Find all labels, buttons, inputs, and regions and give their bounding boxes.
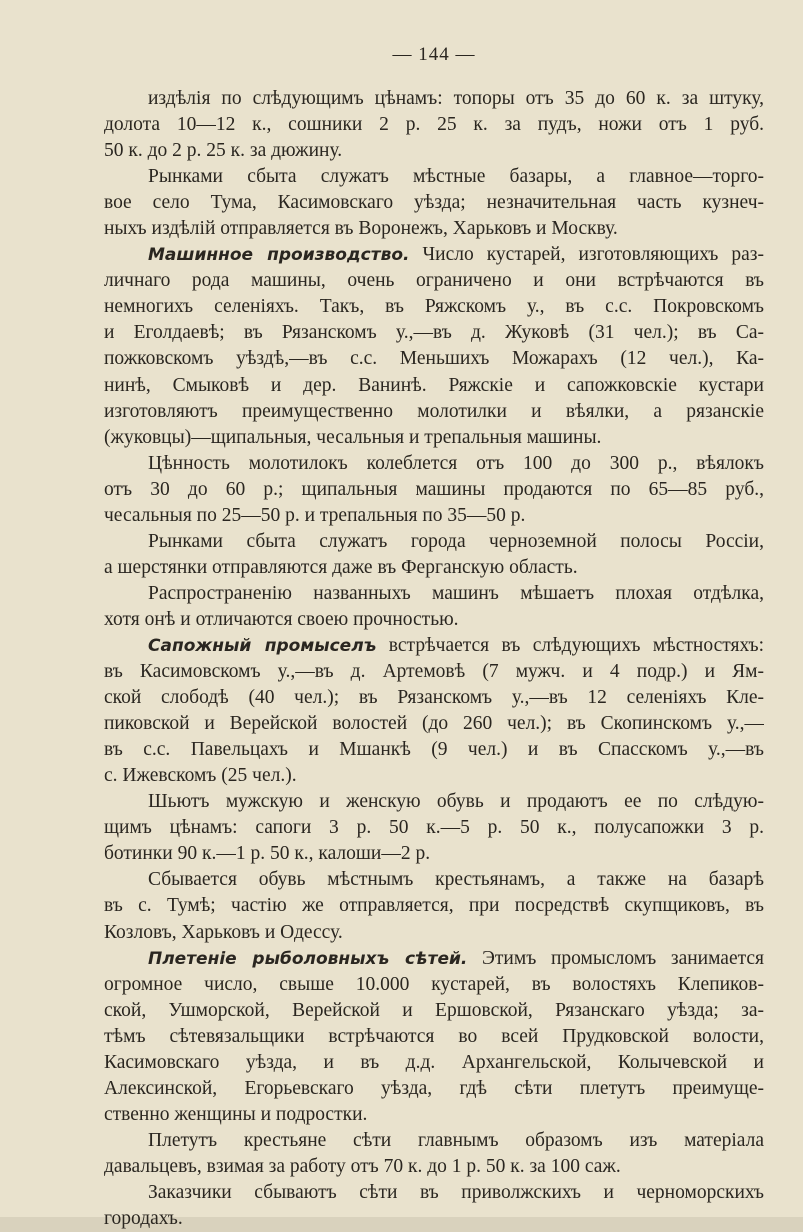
line-text: Заказчики сбываютъ сѣти въ приволжскихъ и черноморскихъ <box>148 1181 764 1203</box>
section-heading: Плетеніе рыболовныхъ сѣтей. <box>148 948 468 969</box>
line-text: встрѣчается въ слѣдующихъ мѣстностяхъ: <box>376 634 764 656</box>
text-line <box>104 867 764 893</box>
line-text: тѣмъ сѣтевязальщики встрѣчаются во всей Прудковской волости, <box>104 1025 764 1047</box>
text-line <box>104 503 764 529</box>
text-line <box>104 190 764 216</box>
text-line <box>104 920 764 946</box>
text-line <box>104 1024 764 1050</box>
text-line <box>104 399 764 425</box>
text-line <box>104 607 764 633</box>
line-text: въ с.с. Павельцахъ и Мшанкѣ (9 чел.) и въ Спасскомъ у.,—въ <box>104 739 764 761</box>
line-text: въ Касимовскомъ у.,—въ д. Артемовѣ (7 мужч. и 4 подр.) и Ям- <box>104 661 764 683</box>
line-text: Распространенію названныхъ машинъ мѣшаетъ плохая отдѣлка, <box>148 582 764 604</box>
page-number: — 144 — <box>392 44 476 65</box>
line-text: Этимъ промысломъ занимается <box>467 947 764 969</box>
line-text: Число кустарей, изготовляющихъ раз- <box>409 244 764 266</box>
text-line <box>104 1050 764 1076</box>
text-line <box>104 112 764 138</box>
text-line <box>104 138 764 164</box>
paragraph <box>104 581 764 633</box>
line-text: Алексинской, Егорьевскаго уѣзда, гдѣ сѣти плетутъ преимуще- <box>104 1077 764 1099</box>
line-text: Плетутъ крестьяне сѣти главнымъ образомъ изъ матеріала <box>148 1129 764 1151</box>
text-line <box>104 1206 764 1232</box>
text-line <box>104 346 764 372</box>
text-line <box>104 998 764 1024</box>
paragraph <box>104 867 764 945</box>
paragraph <box>104 86 764 164</box>
text-line <box>104 1180 764 1206</box>
text-line <box>104 555 764 581</box>
line-text: ской слободѣ (40 чел.); въ Рязанскомъ у.,—въ 12 селеніяхъ Кле- <box>104 687 764 709</box>
text-line <box>104 581 764 607</box>
line-text: хотя онѣ и отличаются своею прочностью. <box>104 608 459 630</box>
text-line <box>104 477 764 503</box>
paragraph <box>104 529 764 581</box>
text-line <box>104 1128 764 1154</box>
paragraph <box>104 1128 764 1180</box>
line-text: личнаго рода машины, очень ограничено и они встрѣчаются въ <box>104 270 764 292</box>
line-text: издѣлія по слѣдующимъ цѣнамъ: топоры отъ 35 до 60 к. за штуку, <box>148 88 764 109</box>
section-heading: Машинное производство. <box>148 245 410 266</box>
line-text: городахъ. <box>104 1208 183 1230</box>
line-text: 50 к. до 2 р. 25 к. за дюжину. <box>104 140 343 162</box>
text-line <box>104 815 764 841</box>
paragraph <box>104 633 764 789</box>
text-line <box>104 86 764 112</box>
text-line <box>104 763 764 789</box>
text-line <box>104 711 764 737</box>
line-text: Шьютъ мужскую и женскую обувь и продаютъ ее по слѣдую- <box>148 791 764 813</box>
line-text: Цѣнность молотилокъ колеблется отъ 100 до 300 р., вѣялокъ <box>148 452 764 474</box>
text-line <box>104 425 764 451</box>
line-text: долота 10—12 к., сошники 2 р. 25 к. за пудъ, ножи отъ 1 руб. <box>104 114 764 136</box>
line-text: с. Ижевскомъ (25 чел.). <box>104 765 297 787</box>
paragraph <box>104 242 764 450</box>
line-text: пожковскомъ уѣздѣ,—въ с.с. Меньшихъ Можарахъ (12 чел.), Ка- <box>104 348 764 370</box>
text-line <box>104 373 764 399</box>
line-text: немногихъ селеніяхъ. Такъ, въ Ряжскомъ у., въ с.с. Покровскомъ <box>104 296 764 318</box>
text-line <box>104 451 764 477</box>
text-line <box>104 216 764 242</box>
line-text: отъ 30 до 60 р.; щипальныя машины продаются по 65—85 руб., <box>104 478 764 500</box>
paragraph <box>104 1180 764 1232</box>
text-line <box>104 320 764 346</box>
line-text: нинѣ, Смыковѣ и дер. Ванинѣ. Ряжскіе и сапожковскіе кустари <box>104 374 764 396</box>
line-text: Козловъ, Харьковъ и Одессу. <box>104 921 343 943</box>
body-text <box>104 86 764 1232</box>
paragraph <box>104 164 764 242</box>
line-text: ботинки 90 к.—1 р. 50 к., калоши—2 р. <box>104 843 431 865</box>
line-text: чесальныя по 25—50 р. и трепальныя по 35—50 р. <box>104 504 526 526</box>
section-heading: Сапожный промыселъ <box>148 635 377 656</box>
line-text: Рынками сбыта служатъ города черноземной полосы Россіи, <box>148 530 764 552</box>
text-line <box>104 1154 764 1180</box>
line-text: ственно женщины и подростки. <box>104 1103 368 1125</box>
text-line <box>104 893 764 919</box>
text-line <box>104 946 764 972</box>
text-line <box>104 1102 764 1128</box>
text-line <box>104 659 764 685</box>
line-text: щимъ цѣнамъ: сапоги 3 р. 50 к.—5 р. 50 к., полусапожки 3 р. <box>104 817 764 839</box>
text-line <box>104 633 764 659</box>
paragraph <box>104 946 764 1128</box>
line-text: Сбывается обувь мѣстнымъ крестьянамъ, а также на базарѣ <box>148 869 764 891</box>
text-line <box>104 529 764 555</box>
text-line <box>104 841 764 867</box>
text-line <box>104 294 764 320</box>
line-text: Касимовскаго уѣзда, и въ д.д. Архангельской, Колычевской и <box>104 1051 764 1073</box>
line-text: огромное число, свыше 10.000 кустарей, въ волостяхъ Клепиков- <box>104 973 764 995</box>
text-line <box>104 972 764 998</box>
line-text: давальцевъ, взимая за работу отъ 70 к. до 1 р. 50 к. за 100 саж. <box>104 1155 621 1177</box>
line-text: вое село Тума, Касимовскаго уѣзда; незначительная часть кузнеч- <box>104 192 764 214</box>
line-text: изготовляютъ преимущественно молотилки и вѣялки, а рязанскіе <box>104 400 764 422</box>
line-text: Рынками сбыта служатъ мѣстные базары, а главное—торго- <box>148 166 764 188</box>
line-text: ныхъ издѣлій отправляется въ Воронежъ, Харьковъ и Москву. <box>104 218 618 240</box>
text-line <box>104 737 764 763</box>
line-text: ской, Ушморской, Верейской и Ершовской, Рязанскаго уѣзда; за- <box>104 999 764 1021</box>
line-text: пиковской и Верейской волостей (до 260 чел.); въ Скопинскомъ у.,— <box>104 713 764 735</box>
paragraph <box>104 789 764 867</box>
text-line <box>104 242 764 268</box>
paragraph <box>104 451 764 529</box>
line-text: и Еголдаевѣ; въ Рязанскомъ у.,—въ д. Жуковѣ (31 чел.); въ Са- <box>104 322 764 344</box>
text-line <box>104 789 764 815</box>
text-line <box>104 685 764 711</box>
text-line <box>104 164 764 190</box>
line-text: въ с. Тумѣ; частію же отправляется, при посредствѣ скупщиковъ, въ <box>104 895 764 917</box>
line-text: а шерстянки отправляются даже въ Ферганскую область. <box>104 556 578 578</box>
line-text: (жуковцы)—щипальныя, чесальныя и трепальныя машины. <box>104 426 602 448</box>
text-line <box>104 1076 764 1102</box>
text-line <box>104 268 764 294</box>
